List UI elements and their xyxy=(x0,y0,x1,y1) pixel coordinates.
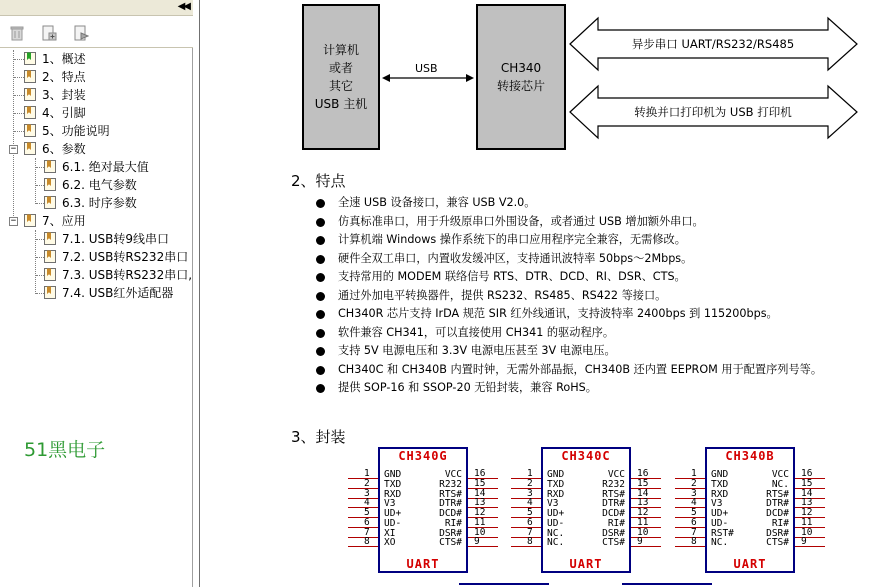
pin-wire xyxy=(675,507,705,508)
pin-wire xyxy=(348,527,378,528)
pin-number: 8 xyxy=(691,536,697,548)
panel-header xyxy=(0,0,193,16)
usb-label: USB xyxy=(415,62,438,75)
collapse-toggle[interactable]: − xyxy=(10,216,17,226)
chip-interface-label: UART xyxy=(733,557,767,571)
chip-interface-label: UART xyxy=(569,557,603,571)
pin-wire xyxy=(348,498,378,499)
pin-wire xyxy=(511,498,541,499)
bookmark-icon xyxy=(44,196,56,209)
pin-wire xyxy=(511,488,541,489)
pin-number: 11 xyxy=(474,516,486,528)
bookmark-icon xyxy=(44,286,56,299)
pin-number: 15 xyxy=(474,477,486,489)
pin-wire xyxy=(511,527,541,528)
pin-number: 13 xyxy=(801,497,813,509)
bookmark-icon xyxy=(24,70,36,83)
document-view[interactable] xyxy=(199,0,869,587)
pin-wire xyxy=(675,517,705,518)
pin-number: 7 xyxy=(527,526,533,538)
pin-label: VCC xyxy=(771,469,789,480)
pin-label: GND xyxy=(711,469,729,480)
tree-connector xyxy=(13,50,14,222)
pin-number: 4 xyxy=(691,497,697,509)
pin-wire xyxy=(348,517,378,518)
pin-number: 12 xyxy=(637,507,649,518)
pin-label: RXD xyxy=(547,488,565,500)
pin-wire xyxy=(511,546,541,547)
chip-package-1 xyxy=(541,447,631,573)
list-item: 通过外加电平转换器件，提供 RS232、RS485、RS422 等接口。 xyxy=(312,287,869,306)
pin-label: DTR# xyxy=(602,498,625,510)
chip-interface-label: UART xyxy=(406,557,440,571)
pin-number: 8 xyxy=(364,536,370,548)
pin-label: NC. xyxy=(711,537,729,549)
pin-label: UD- xyxy=(384,517,402,529)
pin-label: RTS# xyxy=(439,488,462,500)
list-item: 硬件全双工串口，内置收发缓冲区，支持通讯波特率 50bps～2Mbps。 xyxy=(312,250,869,269)
pin-wire xyxy=(675,527,705,528)
pin-number: 6 xyxy=(364,516,370,528)
list-item: 计算机端 Windows 操作系统下的串口应用程序完全兼容，无需修改。 xyxy=(312,231,869,250)
bookmark-icon xyxy=(44,178,56,191)
bookmark-toolbar xyxy=(0,16,193,48)
pin-label: TXD xyxy=(711,478,729,490)
pin-number: 11 xyxy=(637,516,649,528)
pin-label: DCD# xyxy=(439,508,462,519)
pin-label: DSR# xyxy=(766,527,789,539)
section-heading-features: 2、特点 xyxy=(291,172,346,190)
pin-label: DTR# xyxy=(439,498,462,510)
computer-host-box: 计算机 或者 其它 USB 主机 xyxy=(302,4,380,150)
pin-wire xyxy=(348,546,378,547)
pin-label: R232 xyxy=(602,478,625,490)
pin-wire xyxy=(675,478,705,479)
list-item: CH340R 芯片支持 IrDA 规范 SIR 红外线通讯，支持波特率 2400bps 到 115200bps。 xyxy=(312,305,869,324)
pin-number: 7 xyxy=(364,526,370,538)
pin-number: 13 xyxy=(474,497,486,509)
pin-wire xyxy=(675,498,705,499)
pin-label: DSR# xyxy=(439,527,462,539)
pin-number: 6 xyxy=(691,516,697,528)
pin-number: 5 xyxy=(691,507,697,518)
pin-label: XI xyxy=(384,527,396,539)
pin-label: DCD# xyxy=(766,508,789,519)
pin-label: TXD xyxy=(384,478,402,490)
pin-label: CTS# xyxy=(766,537,789,549)
pin-label: RI# xyxy=(607,517,625,529)
pin-wire xyxy=(631,546,661,547)
pin-label: R232 xyxy=(439,478,462,490)
next-diagram-edge xyxy=(459,583,549,587)
bookmark-panel xyxy=(0,0,193,587)
pin-label: V3 xyxy=(384,498,396,510)
pin-wire xyxy=(511,478,541,479)
section-heading-package: 3、封装 xyxy=(291,428,346,446)
pin-number: 11 xyxy=(801,516,813,528)
arrow-label-printer: 转换并口打印机为 USB 打印机 xyxy=(634,105,792,119)
pin-label: RST# xyxy=(711,527,734,539)
pin-wire xyxy=(675,546,705,547)
chip-name: CH340B xyxy=(725,449,775,463)
pin-label: DCD# xyxy=(602,508,625,519)
brand-watermark: 51黑电子 xyxy=(24,439,106,461)
chip-name: CH340G xyxy=(398,449,448,463)
chip-package-0 xyxy=(378,447,468,573)
pin-number: 1 xyxy=(364,468,370,479)
list-item: 支持 5V 电源电压和 3.3V 电源电压甚至 3V 电源电压。 xyxy=(312,342,869,361)
expand-bookmark-icon[interactable] xyxy=(73,25,89,41)
pin-label: RTS# xyxy=(766,488,789,500)
diagram-arrows xyxy=(200,0,869,150)
arrow-label-uart: 异步串口 UART/RS232/RS485 xyxy=(631,37,795,51)
pin-number: 9 xyxy=(474,536,480,548)
pin-wire xyxy=(675,488,705,489)
pin-number: 12 xyxy=(801,507,813,518)
bookmark-icon xyxy=(44,232,56,245)
pin-label: RI# xyxy=(771,517,789,529)
pin-label: DSR# xyxy=(602,527,625,539)
pin-label: UD- xyxy=(711,517,729,529)
pin-label: GND xyxy=(384,469,402,480)
pin-number: 10 xyxy=(637,526,649,538)
bookmark-icon xyxy=(44,268,56,281)
pin-wire xyxy=(511,517,541,518)
pin-label: V3 xyxy=(547,498,559,510)
pin-number: 9 xyxy=(637,536,643,548)
pin-number: 8 xyxy=(527,536,533,548)
pin-number: 6 xyxy=(527,516,533,528)
tree-connector xyxy=(35,158,36,204)
bookmark-icon xyxy=(44,250,56,263)
pin-number: 2 xyxy=(691,477,697,489)
pin-number: 1 xyxy=(527,468,533,479)
pin-wire xyxy=(348,478,378,479)
pin-number: 1 xyxy=(691,468,697,479)
pin-wire xyxy=(795,546,825,547)
pin-label: XO xyxy=(384,537,396,549)
pin-number: 15 xyxy=(637,477,649,489)
pin-label: UD+ xyxy=(547,508,565,519)
pin-label: CTS# xyxy=(602,537,625,549)
pin-wire xyxy=(348,488,378,489)
collapse-panel-button[interactable]: ◀◀ xyxy=(177,1,189,12)
ch340-chip-box: CH340 转接芯片 xyxy=(476,4,566,150)
pin-number: 14 xyxy=(474,487,486,499)
pin-number: 5 xyxy=(527,507,533,518)
pin-label: UD+ xyxy=(384,508,402,519)
pin-label: RXD xyxy=(711,488,729,500)
pin-number: 14 xyxy=(637,487,649,499)
pin-label: GND xyxy=(547,469,565,480)
bookmark-icon xyxy=(24,88,36,101)
pin-label: CTS# xyxy=(439,537,462,549)
pin-label: VCC xyxy=(444,469,462,480)
new-bookmark-icon[interactable] xyxy=(41,25,57,41)
pin-number: 13 xyxy=(637,497,649,509)
pin-number: 16 xyxy=(801,468,813,479)
delete-bookmark-icon[interactable] xyxy=(9,25,25,41)
pin-number: 16 xyxy=(474,468,486,479)
bookmark-icon xyxy=(24,142,36,155)
pin-label: DTR# xyxy=(766,498,789,510)
pin-wire xyxy=(511,507,541,508)
pin-number: 5 xyxy=(364,507,370,518)
pin-number: 2 xyxy=(364,477,370,489)
next-diagram-edge xyxy=(622,583,712,587)
list-item: CH340C 和 CH340B 内置时钟，无需外部晶振，CH340B 还内置 EEPROM 用于配置序列号等。 xyxy=(312,361,869,380)
bookmark-icon xyxy=(24,214,36,227)
pin-number: 4 xyxy=(364,497,370,509)
list-item: 全速 USB 设备接口，兼容 USB V2.0。 xyxy=(312,194,869,213)
pin-number: 9 xyxy=(801,536,807,548)
pin-wire xyxy=(348,507,378,508)
pin-wire xyxy=(348,537,378,538)
pin-number: 12 xyxy=(474,507,486,518)
bookmark-tree: 1、概述 2、特点 3、封装 4、引脚 5、功能说明 − 6、参数 6.1. 绝对最大值 6.2. 电气参数 6.3. 时序参数 − 7、应用 7.1. USB转9线串口 7.2. USB转RS232串口 7.3. USB转RS232串口, 7.4. USB红外适配器 xyxy=(10,52,193,300)
list-item: 软件兼容 CH341，可以直接使用 CH341 的驱动程序。 xyxy=(312,324,869,343)
pin-number: 3 xyxy=(364,487,370,499)
list-item: 支持常用的 MODEM 联络信号 RTS、DTR、DCD、RI、DSR、CTS。 xyxy=(312,268,869,287)
pin-number: 15 xyxy=(801,477,813,489)
pin-label: V3 xyxy=(711,498,723,510)
pin-label: RI# xyxy=(444,517,462,529)
bookmark-icon xyxy=(24,52,36,65)
pin-wire xyxy=(511,537,541,538)
pin-label: RXD xyxy=(384,488,402,500)
bookmark-icon xyxy=(24,124,36,137)
pin-label: NC. xyxy=(547,537,565,549)
pin-label: VCC xyxy=(607,469,625,480)
bookmark-icon xyxy=(24,106,36,119)
pin-label: NC. xyxy=(547,527,565,539)
pin-number: 3 xyxy=(691,487,697,499)
chip-name: CH340C xyxy=(561,449,611,463)
pin-label: UD- xyxy=(547,517,565,529)
feature-list xyxy=(312,194,869,398)
chip-package-2 xyxy=(705,447,795,573)
collapse-toggle[interactable]: − xyxy=(10,144,17,154)
pin-number: 10 xyxy=(474,526,486,538)
pin-wire xyxy=(468,546,498,547)
pin-number: 14 xyxy=(801,487,813,499)
pin-number: 2 xyxy=(527,477,533,489)
list-item: 仿真标准串口，用于升级原串口外围设备，或者通过 USB 增加额外串口。 xyxy=(312,213,869,232)
pin-label: TXD xyxy=(547,478,565,490)
pin-label: UD+ xyxy=(711,508,729,519)
pin-number: 7 xyxy=(691,526,697,538)
pin-wire xyxy=(675,537,705,538)
pin-number: 3 xyxy=(527,487,533,499)
pin-number: 16 xyxy=(637,468,649,479)
list-item: 提供 SOP-16 和 SSOP-20 无铅封装，兼容 RoHS。 xyxy=(312,379,869,398)
pin-label: RTS# xyxy=(602,488,625,500)
pin-label: NC. xyxy=(771,478,789,490)
bookmark-icon xyxy=(44,160,56,173)
pin-number: 10 xyxy=(801,526,813,538)
pin-number: 4 xyxy=(527,497,533,509)
